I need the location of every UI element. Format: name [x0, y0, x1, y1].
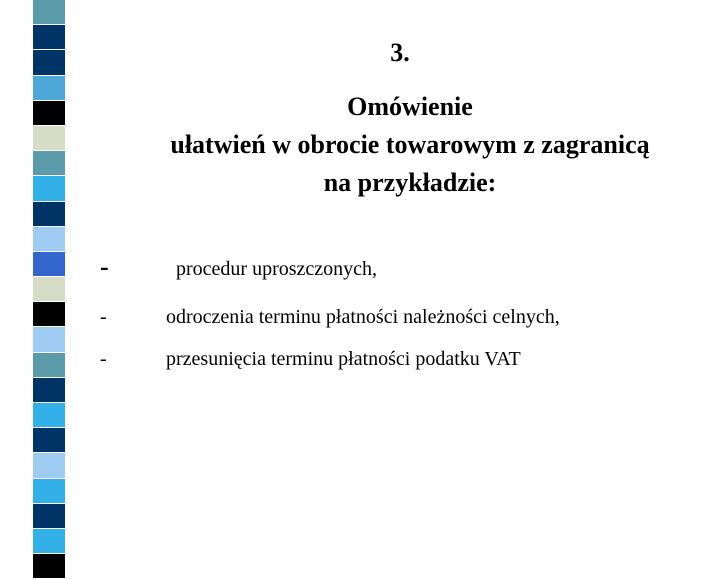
dash-marker: -	[100, 348, 107, 370]
list-item	[0, 306, 720, 342]
stripe-square	[33, 453, 65, 478]
stripe-square	[33, 151, 65, 176]
stripe-square	[33, 176, 65, 201]
stripe-square	[33, 202, 65, 227]
dash-marker: -	[100, 252, 109, 281]
list-item	[0, 348, 720, 384]
title-line-2: ułatwień w obrocie towarowym z zagranicą	[170, 130, 650, 159]
stripe-square	[33, 227, 65, 252]
stripe-square	[33, 504, 65, 529]
stripe-square	[33, 479, 65, 504]
stripe-square	[33, 403, 65, 428]
slide-title	[80, 88, 720, 202]
stripe-square	[33, 76, 65, 101]
list-item-text: odroczenia terminu płatności należności celnych,	[166, 306, 560, 328]
list-item	[0, 252, 720, 294]
stripe-square	[33, 428, 65, 453]
stripe-square	[33, 0, 65, 25]
stripe-square	[33, 101, 65, 126]
slide-number: 3.	[390, 38, 410, 67]
title-line-3: na przykładzie:	[323, 168, 497, 197]
dash-marker: -	[100, 306, 107, 328]
stripe-square	[33, 529, 65, 554]
stripe-square	[33, 126, 65, 151]
title-line-1: Omówienie	[347, 92, 473, 121]
stripe-square	[33, 554, 65, 579]
list-item-text: procedur uproszczonych,	[176, 258, 378, 280]
list-item-text: przesunięcia terminu płatności podatku VAT	[166, 348, 521, 370]
